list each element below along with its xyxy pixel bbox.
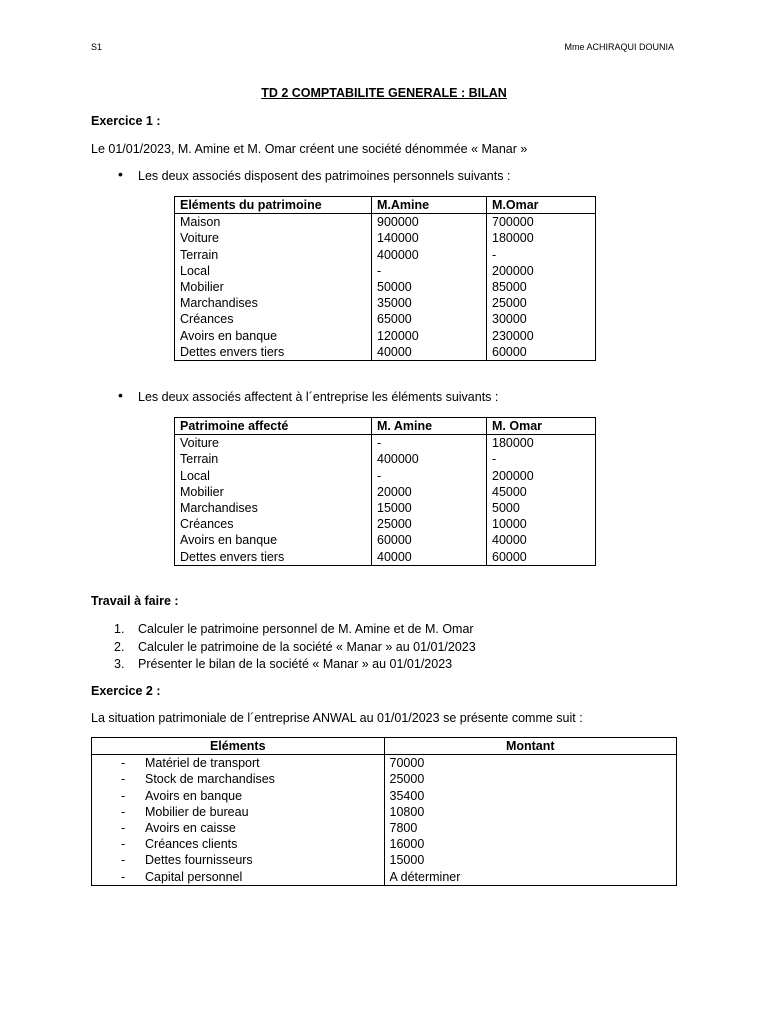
table-row xyxy=(92,852,677,868)
table-cell: Local xyxy=(175,263,372,279)
column-header: M. Amine xyxy=(372,418,487,435)
table-cell: 40000 xyxy=(372,549,487,566)
table-row xyxy=(92,804,677,820)
dash-marker: - xyxy=(121,853,126,868)
cell-text: Matériel de transport xyxy=(145,756,260,771)
table-cell: Mobilier xyxy=(175,279,372,295)
table-row xyxy=(92,869,677,886)
table-cell: - xyxy=(372,263,487,279)
table-cell xyxy=(92,836,385,852)
task-text: Présenter le bilan de la société « Manar » au 01/01/2023 xyxy=(138,657,453,671)
table-row xyxy=(175,328,596,344)
table-cell xyxy=(92,788,385,804)
table-cell: 60000 xyxy=(372,532,487,548)
table-cell: 25000 xyxy=(487,295,596,311)
table-cell: 120000 xyxy=(372,328,487,344)
table-cell: Avoirs en banque xyxy=(175,532,372,548)
table-cell: 230000 xyxy=(487,328,596,344)
dash-marker: - xyxy=(121,772,126,787)
bullet-1-text: Les deux associés disposent des patrimoines personnels suivants : xyxy=(138,169,511,183)
table-cell: 15000 xyxy=(372,500,487,516)
table-header-row xyxy=(175,418,596,435)
table-cell: 10800 xyxy=(384,804,676,820)
table-cell: Maison xyxy=(175,214,372,231)
table-cell: Avoirs en banque xyxy=(175,328,372,344)
table-cell xyxy=(92,852,385,868)
table-cell: 400000 xyxy=(372,247,487,263)
table-cell: 140000 xyxy=(372,230,487,246)
task-text: Calculer le patrimoine personnel de M. Amine et de M. Omar xyxy=(138,622,474,636)
column-header: M. Omar xyxy=(487,418,596,435)
table-cell: A déterminer xyxy=(384,869,676,886)
table-row xyxy=(175,451,596,467)
table-cell xyxy=(92,869,385,886)
table-cell xyxy=(92,771,385,787)
dash-marker: - xyxy=(121,804,126,819)
table-cell: 35000 xyxy=(372,295,487,311)
table-cell: Dettes envers tiers xyxy=(175,549,372,566)
dash-marker: - xyxy=(121,788,126,803)
exercise-2-intro: La situation patrimoniale de l´entreprise ANWAL au 01/01/2023 se présente comme suit : xyxy=(91,711,583,725)
dash-marker: - xyxy=(121,869,126,884)
table-row xyxy=(175,484,596,500)
task-text: Calculer le patrimoine de la société « Manar » au 01/01/2023 xyxy=(138,640,476,654)
table-cell: 65000 xyxy=(372,311,487,327)
header-left: S1 xyxy=(91,42,103,52)
dash-marker: - xyxy=(121,837,126,852)
column-header: Eléments xyxy=(92,738,385,755)
table-cell: Local xyxy=(175,468,372,484)
table-header-row xyxy=(175,197,596,214)
table-cell: 15000 xyxy=(384,852,676,868)
table-cell: - xyxy=(372,435,487,452)
table-cell: 40000 xyxy=(372,344,487,361)
cell-text: Avoirs en caisse xyxy=(145,821,236,836)
table-row xyxy=(175,516,596,532)
table-row xyxy=(92,788,677,804)
table-body xyxy=(175,214,596,361)
task-number: 3. xyxy=(114,657,125,671)
table-cell: 180000 xyxy=(487,230,596,246)
task-number: 2. xyxy=(114,640,125,654)
table-cell: 180000 xyxy=(487,435,596,452)
table-row xyxy=(175,532,596,548)
header-right: Mme ACHIRAQUI DOUNIA xyxy=(564,42,674,52)
task-number: 1. xyxy=(114,622,125,636)
table-cell: - xyxy=(487,247,596,263)
table-cell: 45000 xyxy=(487,484,596,500)
table-row xyxy=(175,214,596,231)
page-title: TD 2 COMPTABILITE GENERALE : BILAN xyxy=(261,86,507,100)
table-cell: - xyxy=(487,451,596,467)
table-row xyxy=(92,836,677,852)
column-header: M.Omar xyxy=(487,197,596,214)
table-row xyxy=(175,344,596,361)
table-cell: 30000 xyxy=(487,311,596,327)
table-row xyxy=(175,247,596,263)
table-row xyxy=(175,549,596,566)
table-cell: 200000 xyxy=(487,468,596,484)
table-cell: - xyxy=(372,468,487,484)
cell-text: Créances clients xyxy=(145,837,238,852)
table-cell: 50000 xyxy=(372,279,487,295)
table-cell: 60000 xyxy=(487,344,596,361)
table-row xyxy=(175,468,596,484)
table-cell: 60000 xyxy=(487,549,596,566)
exercise-1-heading: Exercice 1 : xyxy=(91,114,161,128)
column-header: M.Amine xyxy=(372,197,487,214)
table-row xyxy=(92,755,677,772)
table-cell: Voiture xyxy=(175,230,372,246)
table-cell: 200000 xyxy=(487,263,596,279)
table-cell: 700000 xyxy=(487,214,596,231)
table-body xyxy=(175,435,596,566)
table-cell: Marchandises xyxy=(175,500,372,516)
table-cell: 5000 xyxy=(487,500,596,516)
table-cell: Créances xyxy=(175,311,372,327)
table-row xyxy=(175,263,596,279)
dash-marker: - xyxy=(121,821,126,836)
table-row xyxy=(175,311,596,327)
table-cell: 7800 xyxy=(384,820,676,836)
table-cell: Mobilier xyxy=(175,484,372,500)
bullet-icon: • xyxy=(118,387,123,403)
table-cell: Dettes envers tiers xyxy=(175,344,372,361)
allocated-assets-table xyxy=(174,417,596,566)
table-row xyxy=(92,771,677,787)
table-body xyxy=(92,755,677,886)
table-cell: Terrain xyxy=(175,451,372,467)
table-cell: 35400 xyxy=(384,788,676,804)
table-row xyxy=(175,500,596,516)
table-cell xyxy=(92,755,385,772)
table-header-row xyxy=(92,738,677,755)
column-header: Eléments du patrimoine xyxy=(175,197,372,214)
work-heading: Travail à faire : xyxy=(91,594,179,608)
table-cell: 10000 xyxy=(487,516,596,532)
table-cell: Voiture xyxy=(175,435,372,452)
exercise-2-heading: Exercice 2 : xyxy=(91,684,161,698)
cell-text: Stock de marchandises xyxy=(145,772,275,787)
table-cell: 25000 xyxy=(384,771,676,787)
cell-text: Mobilier de bureau xyxy=(145,804,249,819)
table-cell: 40000 xyxy=(487,532,596,548)
table-cell: 900000 xyxy=(372,214,487,231)
table-cell: 400000 xyxy=(372,451,487,467)
table-cell: 25000 xyxy=(372,516,487,532)
table-cell: Marchandises xyxy=(175,295,372,311)
bullet-icon: • xyxy=(118,166,123,182)
table-cell: 85000 xyxy=(487,279,596,295)
table-cell: 16000 xyxy=(384,836,676,852)
table-cell xyxy=(92,804,385,820)
table-row xyxy=(175,279,596,295)
table-cell: Terrain xyxy=(175,247,372,263)
column-header: Montant xyxy=(384,738,676,755)
cell-text: Dettes fournisseurs xyxy=(145,853,253,868)
personal-assets-table xyxy=(174,196,596,361)
exercise-1-intro: Le 01/01/2023, M. Amine et M. Omar créent une société dénommée « Manar » xyxy=(91,142,528,156)
anwal-balance-table xyxy=(91,737,677,886)
table-cell: 70000 xyxy=(384,755,676,772)
dash-marker: - xyxy=(121,756,126,771)
cell-text: Avoirs en banque xyxy=(145,788,243,803)
table-cell: 20000 xyxy=(372,484,487,500)
table-cell: Créances xyxy=(175,516,372,532)
bullet-2-text: Les deux associés affectent à l´entreprise les éléments suivants : xyxy=(138,390,499,404)
table-row xyxy=(175,230,596,246)
table-row xyxy=(92,820,677,836)
column-header: Patrimoine affecté xyxy=(175,418,372,435)
table-row xyxy=(175,435,596,452)
cell-text: Capital personnel xyxy=(145,869,243,884)
table-cell xyxy=(92,820,385,836)
table-row xyxy=(175,295,596,311)
